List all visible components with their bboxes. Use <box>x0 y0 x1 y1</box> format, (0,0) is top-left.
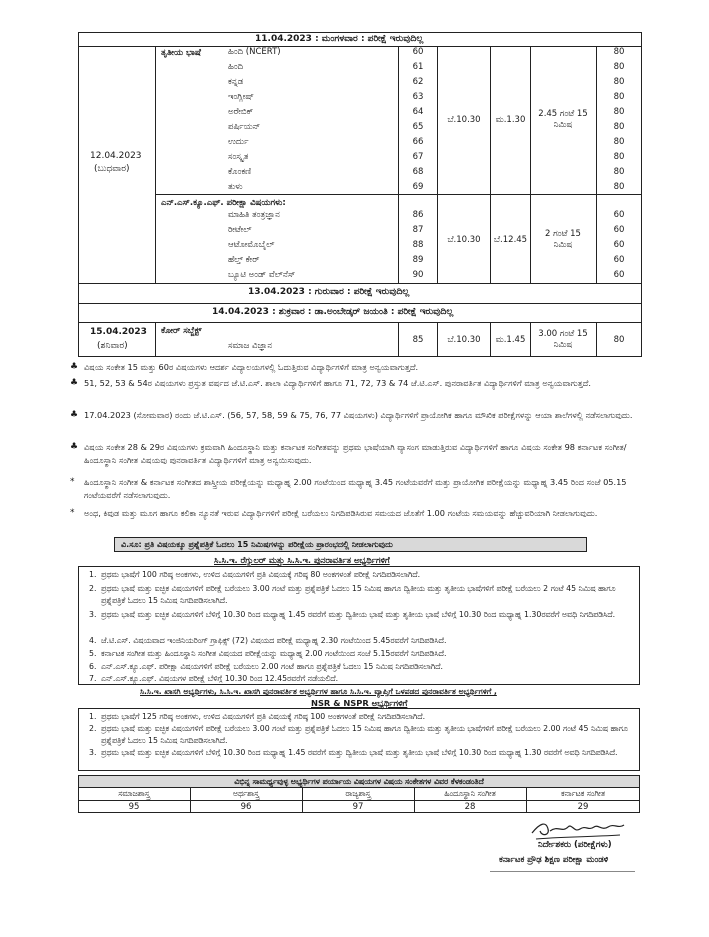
codes-header: ರಾಜ್ಯಶಾಸ್ತ್ರ <box>345 789 371 799</box>
section2-item: 3. ಪ್ರಥಮ ಭಾಷೆ ಮತ್ತು ಐಚ್ಛಿಕ ವಿಷಯಗಳಿಗೆ ಬೆಳಿಗ್ಗೆ 10.30 ರಿಂದ ಮಧ್ಯಾಹ್ನ 1.45 ರವರೆಗೆ ಮತ್ತು ದ್ವಿತೀಯ ಭಾಷೆ ಮತ್ತು ತೃತೀಯ ಭಾಷೆ ಬೆಳಿಗ್ಗೆ 10.30 ರಿಂದ ಮಧ್ಯಾಹ್ನ 1.30 ರವರೆಗೆ ಅವಧಿ ನಿಗದಿಪಡಿಸಿದೆ. <box>89 748 618 757</box>
subject: ಕೊಂಕಣಿ <box>228 167 252 177</box>
marks: 80 <box>613 137 625 147</box>
section1-item: 5. ಕರ್ನಾಟಕ ಸಂಗೀತ ಮತ್ತು ಹಿಂದೂಸ್ಥಾನಿ ಸಂಗೀತ ವಿಷಯದ ಪರೀಕ್ಷೆಯನ್ನು ಮಧ್ಯಾಹ್ನ 2.00 ಗಂಟೆಯಿಂದ ಸಂಜೆ 5.15ರವರೆಗೆ ನಿಗದಿಪಡಿಸಿದೆ. <box>89 649 447 658</box>
marks: 80 <box>613 92 625 102</box>
code: 65 <box>412 122 424 132</box>
subject: ಇಂಗ್ಲೀಷ್ <box>228 92 254 102</box>
subject: ಹಿಂದಿ (NCERT) <box>228 47 281 57</box>
note-item: * ಹಿಂದೂಸ್ಥಾನಿ ಸಂಗೀತ & ಕರ್ನಾಟಕ ಸಂಗೀತದ ಶಾಸ್ತ್ರೀಯ ಪರೀಕ್ಷೆಯನ್ನು ಮಧ್ಯಾಹ್ನ 2.00 ಗಂಟೆಯಿಂದ ಮಧ್ಯಾಹ್ನ 3.45 ಗಂಟೆಯವರೆಗೆ ಮತ್ತು ಪ್ರಾಯೋಗಿಕ ಪರೀಕ್ಷೆಯನ್ನು ಮಧ್ಯಾಹ್ನ 3.45 ರಿಂದ ಸಂಜೆ 05.15 ಗಂಟೆಯವರೆಗೆ ನಡೆಸಲಾಗುವುದು. <box>70 477 627 500</box>
note-item: ♣ 51, 52, 53 & 54ರ ವಿಷಯಗಳು ಪ್ರಸ್ತುತ ವರ್ಷದ ಜೆ.ಟಿ.ಎಸ್. ಶಾಲಾ ವಿದ್ಯಾರ್ಥಿಗಳಿಗೆ ಹಾಗೂ 71, 72, 73 & 74 ಜೆ.ಟಿ.ಎಸ್. ಪುನರಾವರ್ತಿತ ವಿದ್ಯಾರ್ಥಿಗಳಿಗೆ ಮಾತ್ರ ಅನ್ವಯವಾಗುತ್ತದೆ. <box>70 378 591 388</box>
codes-table-title: ವಿಭಿನ್ನ ಸಾಮರ್ಥ್ಯವುಳ್ಳ ಅಭ್ಯರ್ಥಿಗಳ ಪರ್ಯಾಯ ವಿಷಯಗಳ ವಿಷಯ ಸಂಕೇತಗಳ ವಿವರ ಕೆಳಕಂಡಂತಿದೆ <box>234 776 484 786</box>
core-subject-header: ಕೋರ್ ಸಬ್ಜೆಕ್ಟ್ <box>161 326 202 336</box>
marks: 60 <box>613 225 625 235</box>
codes-header: ಅರ್ಥಶಾಸ್ತ್ರ <box>232 789 260 799</box>
date-1504: 15.04.2023 <box>90 327 147 337</box>
nsqf-marks <box>597 208 641 283</box>
subject: ಆಟೋಮೊಬೈಲ್ <box>228 240 275 250</box>
marks: 60 <box>613 240 625 250</box>
third-language-marks <box>597 45 641 195</box>
marks: 80 <box>613 47 625 57</box>
section1-box <box>78 566 640 685</box>
third-language-header: ತೃತೀಯ ಭಾಷೆ <box>161 48 201 58</box>
subject: ಪರ್ಷಿಯನ್ <box>228 122 261 132</box>
third-language-end: ಮ.1.30 <box>495 114 526 125</box>
marks: 80 <box>613 182 625 192</box>
core-marks: 80 <box>613 334 625 345</box>
code: 67 <box>412 152 424 162</box>
no-exam-row-1104: 11.04.2023 : ಮಂಗಳವಾರ : ಪರೀಕ್ಷೆ ಇರುವುದಿಲ್ಲ <box>255 34 424 44</box>
core-subject: ಸಮಾಜ ವಿಜ್ಞಾನ <box>228 341 273 351</box>
marks: 80 <box>613 77 625 87</box>
no-exam-row-1404: 14.04.2023 : ಶುಕ್ರವಾರ : ಡಾ.ಅಂಬೇಡ್ಕರ್ ಜಯಂತಿ : ಪರೀಕ್ಷೆ ಇರುವುದಿಲ್ಲ <box>212 307 454 317</box>
club-bullet-icon: ♣ <box>70 442 79 452</box>
code: 66 <box>412 137 424 147</box>
nsqf-header: ಎನ್.ಎಸ್.ಕ್ಯೂ.ಎಫ್. ಪರೀಕ್ಷಾ ವಿಷಯಗಳು: <box>161 198 286 208</box>
section1-item: 6. ಎನ್.ಎಸ್.ಕ್ಯೂ.ಎಫ್. ಪರೀಕ್ಷಾ ವಿಷಯಗಳಿಗೆ ಪರೀಕ್ಷೆ ಬರೆಯಲು 2.00 ಗಂಟೆ ಹಾಗೂ ಪ್ರಶ್ನೆಪತ್ರಿಕೆ ಓದಲು 15 ನಿಮಿಷ ನಿಗದಿಪಡಿಸಲಾಗಿದೆ. <box>89 662 443 671</box>
codes-value: 95 <box>128 801 140 812</box>
marks: 80 <box>613 167 625 177</box>
code: 60 <box>412 47 424 57</box>
section1-item: 7. ಎನ್.ಎಸ್.ಕ್ಯೂ.ಎಫ್. ವಿಷಯಗಳ ಪರೀಕ್ಷೆ ಬೆಳಿಗ್ಗೆ 10.30 ರಿಂದ 12.45ರವರೆಗೆ ನಡೆಯಲಿದೆ. <box>89 674 339 683</box>
section1-item: 2. ಪ್ರಥಮ ಭಾಷೆ ಮತ್ತು ಐಚ್ಛಿಕ ವಿಷಯಗಳಿಗೆ ಪರೀಕ್ಷೆ ಬರೆಯಲು 3.00 ಗಂಟೆ ಮತ್ತು ಪ್ರಶ್ನೆಪತ್ರಿಕೆ ಓದಲು 15 ನಿಮಿಷ ಹಾಗೂ ದ್ವಿತೀಯ ಮತ್ತು ತೃತೀಯ ಭಾಷೆಗಳಿಗೆ ಪರೀಕ್ಷೆ ಬರೆಯಲು 2 ಗಂಟೆ 45 ನಿಮಿಷ ಹಾಗೂ ಪ್ರಶ್ನೆಪತ್ರಿಕೆ ಓದಲು 15 ನಿಮಿಷ ನಿಗದಿಪಡಿಸಲಾಗಿದೆ. <box>89 584 616 605</box>
third-language-subjects <box>228 45 281 195</box>
section2-item: 2. ಪ್ರಥಮ ಭಾಷೆ ಮತ್ತು ಐಚ್ಛಿಕ ವಿಷಯಗಳಿಗೆ ಪರೀಕ್ಷೆ ಬರೆಯಲು 3.00 ಗಂಟೆ ಮತ್ತು ಪ್ರಶ್ನೆಪತ್ರಿಕೆ ಓದಲು 15 ನಿಮಿಷ ಹಾಗೂ ದ್ವಿತೀಯ ಮತ್ತು ತೃತೀಯ ಭಾಷೆಗಳಿಗೆ ಪರೀಕ್ಷೆ ಬರೆಯಲು 2.00 ಗಂಟೆ 45 ನಿಮಿಷ ಹಾಗೂ ಪ್ರಶ್ನೆಪತ್ರಿಕೆ ಓದಲು 15 ನಿಮಿಷ ನಿಗದಿಪಡಿಸಲಾಗಿದೆ. <box>89 724 628 745</box>
code: 63 <box>412 92 424 102</box>
marks: 60 <box>613 255 625 265</box>
code: 62 <box>412 77 424 87</box>
marks: 60 <box>613 270 625 280</box>
section2-box <box>78 708 640 771</box>
day-1204: (ಬುಧವಾರ) <box>94 164 130 174</box>
subject: ಉರ್ದು <box>228 137 249 147</box>
third-language-codes <box>399 45 437 195</box>
codes-header: ಕರ್ನಾಟಕ ಸಂಗೀತ <box>561 789 605 799</box>
asterisk-bullet-icon: * <box>70 508 75 518</box>
core-code: 85 <box>412 334 424 345</box>
nsqf-end: ಬೆ.12.45 <box>493 234 528 245</box>
codes-value: 96 <box>240 801 252 812</box>
section1-title: ಸಿ.ಸಿ.ಇ. ರೆಗ್ಯುಲರ್ ಮತ್ತು ಸಿ.ಸಿ.ಇ. ಪುನರಾವರ್ತಿತ ಅಭ್ಯರ್ಥಿಗಳಿಗೆ <box>214 555 390 565</box>
codes-value: 29 <box>577 801 589 812</box>
codes-value: 28 <box>464 801 476 812</box>
codes-header: ಸಮಾಜಶಾಸ್ತ್ರ <box>118 789 150 799</box>
marks: 80 <box>613 152 625 162</box>
day-1504: (ಶನಿವಾರ) <box>97 341 128 351</box>
signatory-board: ಕರ್ನಾಟಕ ಪ್ರೌಢ ಶಿಕ್ಷಣ ಪರೀಕ್ಷಾ ಮಂಡಳಿ <box>499 855 609 865</box>
third-language-start: ಬೆ.10.30 <box>447 114 481 125</box>
note-item: ♣ ವಿಷಯ ಸಂಕೇತ 28 & 29ರ ವಿಷಯಗಳು ಕ್ರಮವಾಗಿ ಹಿಂದೂಸ್ಥಾನಿ ಮತ್ತು ಕರ್ನಾಟಕ ಸಂಗೀತವನ್ನು ಪ್ರಥಮ ಭಾಷೆಯಾಗಿ ವ್ಯಾಸಂಗ ಮಾಡುತ್ತಿರುವ ವಿದ್ಯಾರ್ಥಿಗಳಿಗೆ ಹಾಗೂ ವಿಷಯ ಸಂಕೇತ 98 ಕರ್ನಾಟಕ ಸಂಗೀತ/ಹಿಂದೂಸ್ಥಾನಿ ಸಂಗೀತ ವಿಷಯವು ಪುನರಾವರ್ತಿತ ವಿದ್ಯಾರ್ಥಿಗಳಿಗೆ ಮಾತ್ರ ಅನ್ವಯಿಸುವುದು. <box>70 442 627 465</box>
code: 90 <box>412 270 424 280</box>
code: 64 <box>412 107 424 117</box>
section1-item: 3. ಪ್ರಥಮ ಭಾಷೆ ಮತ್ತು ಐಚ್ಛಿಕ ವಿಷಯಗಳಿಗೆ ಬೆಳಿಗ್ಗೆ 10.30 ರಿಂದ ಮಧ್ಯಾಹ್ನ 1.45 ರವರೆಗೆ ಮತ್ತು ದ್ವಿತೀಯ ಭಾಷೆ ಮತ್ತು ತೃತೀಯ ಭಾಷೆ ಬೆಳಿಗ್ಗೆ 10.30 ರಿಂದ ಮಧ್ಯಾಹ್ನ 1.30ರವರೆಗೆ ಅವಧಿ ನಿಗದಿಪಡಿಸಿದೆ. <box>89 610 616 619</box>
code: 61 <box>412 62 424 72</box>
core-duration: 3.00 ಗಂಟೆ 15 ನಿಮಿಷ <box>538 329 588 350</box>
codes-header: ಹಿಂದೂಸ್ಥಾನಿ ಸಂಗೀತ <box>444 789 496 799</box>
notice-text: ವಿ.ಸೂ: ಪ್ರತಿ ವಿಷಯಕ್ಕೂ ಪ್ರಶ್ನೆಪತ್ರಿಕೆ ಓದಲು 15 ನಿಮಿಷಗಳನ್ನು ಪರೀಕ್ಷೆಯ ಪ್ರಾರಂಭದಲ್ಲಿ ನೀಡಲಾಗುವುದು <box>121 539 393 549</box>
code: 69 <box>412 182 424 192</box>
signatory-designation: ನಿರ್ದೇಶಕರು (ಪರೀಕ್ಷೆಗಳು) <box>538 840 612 850</box>
subject: ಹೆಲ್ತ್ ಕೇರ್ <box>228 255 260 265</box>
section1-item: 4. ಜೆ.ಟಿ.ಎಸ್. ವಿಷಯವಾದ ಇಂಜಿನಿಯರಿಂಗ್ ಗ್ರಾಫಿಕ್ಸ್ (72) ವಿಷಯದ ಪರೀಕ್ಷೆ ಮಧ್ಯಾಹ್ನ 2.30 ಗಂಟೆಯಿಂದ 5.45ರವರೆಗೆ ನಿಗದಿಪಡಿಸಿದೆ. <box>89 636 447 645</box>
core-start: ಬೆ.10.30 <box>447 334 481 345</box>
important-notice-banner <box>114 537 587 552</box>
marks: 80 <box>613 107 625 117</box>
code: 89 <box>412 255 424 265</box>
subject: ರೀಟೇಲ್ <box>228 225 252 235</box>
section2-item: 1. ಪ್ರಥಮ ಭಾಷೆಗೆ 125 ಗರಿಷ್ಠ ಅಂಕಗಳು, ಉಳಿದ ವಿಷಯಗಳಿಗೆ ಪ್ರತಿ ವಿಷಯಕ್ಕೆ ಗರಿಷ್ಠ 100 ಅಂಕಗಳಂತೆ ಪರೀಕ್ಷೆ ನಿಗದಿಪಡಿಸಲಾಗಿದೆ. <box>89 712 426 721</box>
subject: ಮಾಹಿತಿ ತಂತ್ರಜ್ಞಾನ <box>228 210 280 220</box>
section2-subtitle: NSR & NSPR ಅಭ್ಯರ್ಥಿಗಳಿಗೆ <box>311 698 408 708</box>
nsqf-subjects <box>228 208 295 283</box>
code: 88 <box>412 240 424 250</box>
note-item: ♣ 17.04.2023 (ಸೋಮವಾರ) ರಂದು ಜೆ.ಟಿ.ಎಸ್. (56, 57, 58, 59 & 75, 76, 77 ವಿಷಯಗಳು) ವಿದ್ಯಾರ್ಥಿಗಳಿಗೆ ಪ್ರಾಯೋಗಿಕ ಹಾಗೂ ಮೌಖಿಕ ಪರೀಕ್ಷೆಗಳನ್ನು ಆಯಾ ಶಾಲೆಗಳಲ್ಲಿ ನಡೆಸಲಾಗುವುದು. <box>70 410 633 420</box>
club-bullet-icon: ♣ <box>70 378 79 388</box>
code: 86 <box>412 210 424 220</box>
core-end: ಮ.1.45 <box>495 334 526 345</box>
codes-table-title-row <box>78 775 640 788</box>
subject: ಸಂಸ್ಕೃತ <box>228 152 249 162</box>
subject: ತುಳು <box>228 182 243 192</box>
codes-value: 97 <box>352 801 364 812</box>
club-bullet-icon: ♣ <box>70 362 79 372</box>
no-exam-row-1304: 13.04.2023 : ಗುರುವಾರ : ಪರೀಕ್ಷೆ ಇರುವುದಿಲ್ಲ <box>248 287 410 297</box>
subject: ಅರೇಬಿಕ್ <box>228 107 254 117</box>
handwritten-signature <box>528 815 628 843</box>
code: 87 <box>412 225 424 235</box>
subject: ಕನ್ನಡ <box>228 77 244 87</box>
asterisk-bullet-icon: * <box>70 477 75 487</box>
note-item: * ಅಂಧ, ಕಿವುಡ ಮತ್ತು ಮೂಗ ಹಾಗೂ ಕಲಿಕಾ ನ್ಯೂನತೆ ಇರುವ ವಿದ್ಯಾರ್ಥಿಗಳಿಗೆ ಪರೀಕ್ಷೆ ಬರೆಯಲು ನಿಗದಿಪಡಿಸಿರುವ ಸಮಯದ ಜೊತೆಗೆ 1.00 ಗಂಟೆಯ ಸಮಯವನ್ನು ಹೆಚ್ಚುವರಿಯಾಗಿ ನೀಡಲಾಗುವುದು. <box>70 508 598 518</box>
date-1204: 12.04.2023 <box>90 151 142 161</box>
section1-item: 1. ಪ್ರಥಮ ಭಾಷೆಗೆ 100 ಗರಿಷ್ಠ ಅಂಕಗಳು, ಉಳಿದ ವಿಷಯಗಳಿಗೆ ಪ್ರತಿ ವಿಷಯಕ್ಕೆ ಗರಿಷ್ಠ 80 ಅಂಕಗಳಂತೆ ಪರೀಕ್ಷೆ ನಿಗದಿಪಡಿಸಲಾಗಿದೆ. <box>89 570 421 579</box>
nsqf-codes <box>399 208 437 283</box>
marks: 80 <box>613 62 625 72</box>
nsqf-duration: 2 ಗಂಟೆ 15 ನಿಮಿಷ <box>545 229 581 250</box>
code: 68 <box>412 167 424 177</box>
section2-title: ಸಿ.ಸಿ.ಇ. ಖಾಸಗಿ ಅಭ್ಯರ್ಥಿಗಳು, ಸಿ.ಸಿ.ಇ. ಖಾಸಗಿ ಪುನರಾವರ್ತಿತ ಅಭ್ಯರ್ಥಿಗಳ ಹಾಗೂ ಸಿ.ಸಿ.ಇ. ವ್ಯಾಪ್ತಿಗೆ ಒಳಪಡದ ಪುನರಾವರ್ತಿತ ಅಭ್ಯರ್ಥಿಗಳಿಗೆ , <box>140 687 497 696</box>
subject: ಹಿಂದಿ <box>228 62 244 72</box>
note-item: ♣ ವಿಷಯ ಸಂಕೇತ 15 ಮತ್ತು 60ರ ವಿಷಯಗಳು ಆದರ್ಶ ವಿದ್ಯಾಲಯಗಳಲ್ಲಿ ಓದುತ್ತಿರುವ ವಿದ್ಯಾರ್ಥಿಗಳಿಗೆ ಮಾತ್ರ ಅನ್ವಯವಾಗುತ್ತದೆ. <box>70 362 419 372</box>
nsqf-start: ಬೆ.10.30 <box>447 234 481 245</box>
marks: 80 <box>613 122 625 132</box>
marks: 60 <box>613 210 625 220</box>
third-language-duration: 2.45 ಗಂಟೆ 15 ನಿಮಿಷ <box>538 109 588 130</box>
club-bullet-icon: ♣ <box>70 410 79 420</box>
subject: ಬ್ಯೂಟಿ ಅಂಡ್ ವೆಲ್‌ನೆಸ್ <box>228 270 296 280</box>
